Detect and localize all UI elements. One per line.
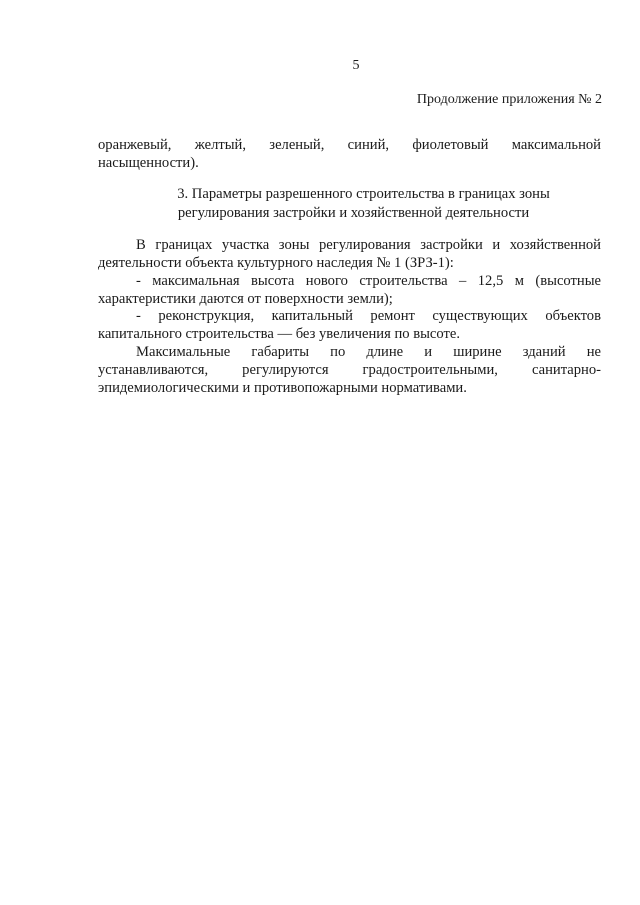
paragraph-line: характеристики даются от поверхности земли); [98, 291, 393, 307]
body-paragraph-3 [98, 307, 601, 343]
body-paragraph-2 [98, 272, 601, 308]
paragraph-line: В границах участка зоны регулирования застройки и хозяйственной [136, 237, 601, 253]
section-heading [98, 185, 629, 223]
paragraph-line: устанавливаются, регулируются градостроительными, санитарно- [98, 362, 601, 378]
body-paragraph-4 [98, 343, 601, 397]
paragraph-line: насыщенности). [98, 155, 199, 171]
page-number: 5 [352, 58, 360, 73]
paragraph-line: деятельности объекта культурного наследия № 1 (ЗРЗ-1): [98, 255, 454, 271]
paragraph-line: оранжевый, желтый, зеленый, синий, фиолетовый максимальной [98, 137, 601, 153]
section-heading-line: регулирования застройки и хозяйственной деятельности [177, 205, 530, 221]
paragraph-line: - реконструкция, капитальный ремонт существующих объектов [136, 308, 601, 324]
body-paragraph-1 [98, 236, 601, 272]
continuation-paragraph [98, 136, 601, 172]
appendix-continuation-note: Продолжение приложения № 2 [416, 92, 602, 107]
paragraph-line: - максимальная высота нового строительства – 12,5 м (высотные [136, 273, 601, 289]
paragraph-line: эпидемиологическими и противопожарными нормативами. [98, 380, 467, 396]
section-heading-line: 3. Параметры разрешенного строительства в границах зоны [177, 186, 550, 202]
paragraph-line: капитального строительства — без увеличения по высоте. [98, 326, 461, 342]
paragraph-line: Максимальные габариты по длине и ширине зданий не [136, 344, 601, 360]
